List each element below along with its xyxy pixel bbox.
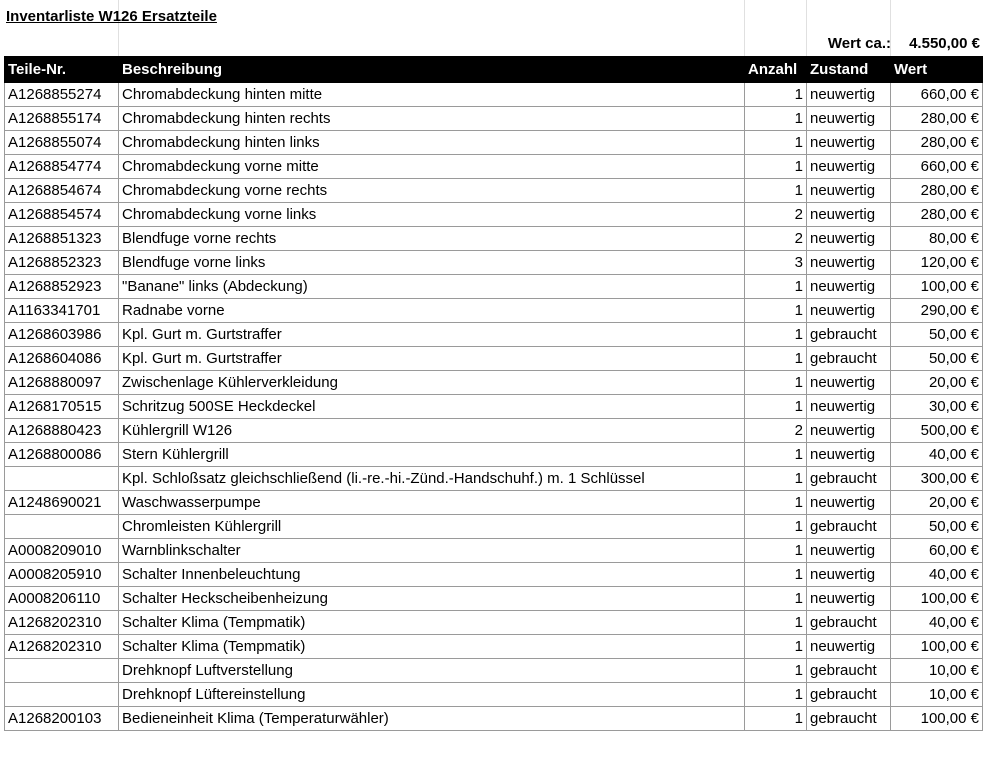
cell-quantity[interactable]: 1	[745, 659, 807, 683]
table-row	[5, 179, 983, 203]
table-row	[5, 611, 983, 635]
table-body	[5, 83, 983, 731]
cell-condition[interactable]: neuwertig	[807, 131, 891, 155]
cell-part-number[interactable]	[5, 467, 119, 491]
table-row	[5, 683, 983, 707]
table-row	[5, 443, 983, 467]
cell-description[interactable]: Bedieneinheit Klima (Temperaturwähler)	[119, 707, 745, 731]
header-part-number[interactable]: Teile-Nr.	[5, 57, 119, 83]
cell-description[interactable]: Kpl. Gurt m. Gurtstraffer	[119, 323, 745, 347]
cell-part-number[interactable]: A1268852323	[5, 251, 119, 275]
cell-description[interactable]: Chromabdeckung vorne links	[119, 203, 745, 227]
cell-value[interactable]: 100,00 €	[891, 587, 983, 611]
cell-part-number[interactable]: A1268880097	[5, 371, 119, 395]
cell-quantity[interactable]: 1	[745, 395, 807, 419]
header-condition[interactable]: Zustand	[807, 57, 891, 83]
cell-quantity[interactable]: 1	[745, 83, 807, 107]
cell-condition[interactable]: neuwertig	[807, 275, 891, 299]
cell-quantity[interactable]: 3	[745, 251, 807, 275]
header-row	[5, 57, 983, 83]
cell-description[interactable]: Stern Kühlergrill	[119, 443, 745, 467]
cell-value[interactable]: 660,00 €	[891, 83, 983, 107]
table-row	[5, 131, 983, 155]
cell-value[interactable]: 280,00 €	[891, 131, 983, 155]
cell-quantity[interactable]: 1	[745, 683, 807, 707]
cell-description[interactable]: Drehknopf Luftverstellung	[119, 659, 745, 683]
cell-description[interactable]: Chromleisten Kühlergrill	[119, 515, 745, 539]
cell-part-number[interactable]: A1268603986	[5, 323, 119, 347]
table-row	[5, 227, 983, 251]
cell-condition[interactable]: gebraucht	[807, 467, 891, 491]
cell-value[interactable]: 30,00 €	[891, 395, 983, 419]
cell-value[interactable]: 100,00 €	[891, 707, 983, 731]
cell-value[interactable]: 20,00 €	[891, 491, 983, 515]
cell-condition[interactable]: neuwertig	[807, 491, 891, 515]
cell-part-number[interactable]: A1268202310	[5, 635, 119, 659]
table-row	[5, 371, 983, 395]
cell-description[interactable]: Chromabdeckung vorne mitte	[119, 155, 745, 179]
table-row	[5, 83, 983, 107]
cell-part-number[interactable]: A1268855274	[5, 83, 119, 107]
cell-description[interactable]: Warnblinkschalter	[119, 539, 745, 563]
cell-condition[interactable]: gebraucht	[807, 515, 891, 539]
cell-part-number[interactable]: A1268604086	[5, 347, 119, 371]
cell-quantity[interactable]: 2	[745, 419, 807, 443]
cell-condition[interactable]: neuwertig	[807, 419, 891, 443]
cell-condition[interactable]: neuwertig	[807, 371, 891, 395]
cell-condition[interactable]: neuwertig	[807, 227, 891, 251]
cell-condition[interactable]: neuwertig	[807, 203, 891, 227]
cell-description[interactable]: Zwischenlage Kühlerverkleidung	[119, 371, 745, 395]
cell-value[interactable]: 20,00 €	[891, 371, 983, 395]
cell-part-number[interactable]: A1268851323	[5, 227, 119, 251]
cell-quantity[interactable]: 1	[745, 275, 807, 299]
cell-value[interactable]: 50,00 €	[891, 323, 983, 347]
table-row	[5, 155, 983, 179]
cell-value[interactable]: 660,00 €	[891, 155, 983, 179]
cell-condition[interactable]: neuwertig	[807, 539, 891, 563]
cell-description[interactable]: Blendfuge vorne links	[119, 251, 745, 275]
cell-condition[interactable]: neuwertig	[807, 107, 891, 131]
cell-condition[interactable]: neuwertig	[807, 395, 891, 419]
cell-condition[interactable]: neuwertig	[807, 635, 891, 659]
cell-description[interactable]: Blendfuge vorne rechts	[119, 227, 745, 251]
cell-part-number[interactable]: A0008209010	[5, 539, 119, 563]
cell-part-number[interactable]: A1268854574	[5, 203, 119, 227]
cell-quantity[interactable]: 1	[745, 323, 807, 347]
table-row	[5, 707, 983, 731]
cell-part-number[interactable]: A1268880423	[5, 419, 119, 443]
table-row	[5, 347, 983, 371]
cell-value[interactable]: 50,00 €	[891, 515, 983, 539]
cell-quantity[interactable]: 1	[745, 155, 807, 179]
table-row	[5, 563, 983, 587]
cell-value[interactable]: 500,00 €	[891, 419, 983, 443]
cell-quantity[interactable]: 1	[745, 347, 807, 371]
cell-value[interactable]: 300,00 €	[891, 467, 983, 491]
cell-value[interactable]: 40,00 €	[891, 563, 983, 587]
total-row	[0, 31, 987, 55]
cell-description[interactable]: Schalter Heckscheibenheizung	[119, 587, 745, 611]
cell-description[interactable]: "Banane" links (Abdeckung)	[119, 275, 745, 299]
cell-quantity[interactable]: 1	[745, 707, 807, 731]
cell-quantity[interactable]: 1	[745, 179, 807, 203]
cell-quantity[interactable]: 1	[745, 539, 807, 563]
cell-condition[interactable]: neuwertig	[807, 563, 891, 587]
cell-condition[interactable]: gebraucht	[807, 659, 891, 683]
table-row	[5, 251, 983, 275]
cell-condition[interactable]: gebraucht	[807, 347, 891, 371]
cell-part-number[interactable]: A0008206110	[5, 587, 119, 611]
cell-description[interactable]: Chromabdeckung hinten mitte	[119, 83, 745, 107]
table-row	[5, 323, 983, 347]
cell-quantity[interactable]: 1	[745, 107, 807, 131]
table-row	[5, 539, 983, 563]
cell-description[interactable]: Chromabdeckung hinten links	[119, 131, 745, 155]
cell-value[interactable]: 280,00 €	[891, 203, 983, 227]
table-row	[5, 515, 983, 539]
cell-condition[interactable]: neuwertig	[807, 587, 891, 611]
cell-value[interactable]: 50,00 €	[891, 347, 983, 371]
cell-quantity[interactable]: 1	[745, 563, 807, 587]
cell-part-number[interactable]: A1268202310	[5, 611, 119, 635]
cell-quantity[interactable]: 1	[745, 587, 807, 611]
cell-value[interactable]: 40,00 €	[891, 443, 983, 467]
cell-condition[interactable]: neuwertig	[807, 179, 891, 203]
cell-part-number[interactable]	[5, 659, 119, 683]
cell-description[interactable]: Kpl. Schloßsatz gleichschließend (li.-re.-hi.-Zünd.-Handschuhf.) m. 1 Schlüssel	[119, 467, 745, 491]
cell-description[interactable]: Radnabe vorne	[119, 299, 745, 323]
cell-part-number[interactable]: A1268854674	[5, 179, 119, 203]
cell-part-number[interactable]: A1248690021	[5, 491, 119, 515]
cell-part-number[interactable]: A0008205910	[5, 563, 119, 587]
cell-quantity[interactable]: 1	[745, 299, 807, 323]
table-row	[5, 203, 983, 227]
cell-part-number[interactable]: A1268855174	[5, 107, 119, 131]
total-label[interactable]: Wert ca.:	[827, 35, 891, 52]
cell-description[interactable]: Waschwasserpumpe	[119, 491, 745, 515]
table-row	[5, 107, 983, 131]
cell-condition[interactable]: neuwertig	[807, 251, 891, 275]
cell-condition[interactable]: gebraucht	[807, 611, 891, 635]
cell-part-number[interactable]: A1268852923	[5, 275, 119, 299]
cell-description[interactable]: Chromabdeckung hinten rechts	[119, 107, 745, 131]
cell-description[interactable]: Drehknopf Lüftereinstellung	[119, 683, 745, 707]
cell-part-number[interactable]: A1268170515	[5, 395, 119, 419]
table-row	[5, 395, 983, 419]
cell-description[interactable]: Schritzug 500SE Heckdeckel	[119, 395, 745, 419]
cell-value[interactable]: 10,00 €	[891, 659, 983, 683]
cell-condition[interactable]: gebraucht	[807, 707, 891, 731]
table-row	[5, 635, 983, 659]
table-row	[5, 299, 983, 323]
header-value[interactable]: Wert	[891, 57, 983, 83]
cell-condition[interactable]: gebraucht	[807, 323, 891, 347]
cell-description[interactable]: Chromabdeckung vorne rechts	[119, 179, 745, 203]
cell-value[interactable]: 280,00 €	[891, 107, 983, 131]
cell-part-number[interactable]: A1268854774	[5, 155, 119, 179]
cell-quantity[interactable]: 1	[745, 467, 807, 491]
cell-part-number[interactable]	[5, 515, 119, 539]
header-quantity[interactable]: Anzahl	[745, 57, 807, 83]
cell-quantity[interactable]: 1	[745, 515, 807, 539]
cell-description[interactable]: Schalter Klima (Tempmatik)	[119, 611, 745, 635]
cell-quantity[interactable]: 1	[745, 443, 807, 467]
cell-quantity[interactable]: 1	[745, 131, 807, 155]
cell-value[interactable]: 80,00 €	[891, 227, 983, 251]
cell-condition[interactable]: gebraucht	[807, 683, 891, 707]
sheet-title[interactable]: Inventarliste W126 Ersatzteile	[6, 8, 217, 25]
cell-description[interactable]: Schalter Innenbeleuchtung	[119, 563, 745, 587]
table-row	[5, 587, 983, 611]
cell-part-number[interactable]: A1268200103	[5, 707, 119, 731]
cell-condition[interactable]: neuwertig	[807, 83, 891, 107]
cell-part-number[interactable]: A1268855074	[5, 131, 119, 155]
cell-description[interactable]: Kpl. Gurt m. Gurtstraffer	[119, 347, 745, 371]
cell-quantity[interactable]: 1	[745, 491, 807, 515]
header-description[interactable]: Beschreibung	[119, 57, 745, 83]
cell-quantity[interactable]: 2	[745, 203, 807, 227]
table-row	[5, 467, 983, 491]
inventory-table	[4, 56, 983, 731]
cell-value[interactable]: 100,00 €	[891, 635, 983, 659]
cell-part-number[interactable]: A1268800086	[5, 443, 119, 467]
table-row	[5, 419, 983, 443]
cell-condition[interactable]: neuwertig	[807, 299, 891, 323]
cell-condition[interactable]: neuwertig	[807, 443, 891, 467]
cell-part-number[interactable]: A1163341701	[5, 299, 119, 323]
total-value[interactable]: 4.550,00 €	[909, 35, 980, 52]
cell-description[interactable]: Kühlergrill W126	[119, 419, 745, 443]
table-row	[5, 491, 983, 515]
cell-description[interactable]: Schalter Klima (Tempmatik)	[119, 635, 745, 659]
cell-part-number[interactable]	[5, 683, 119, 707]
cell-value[interactable]: 280,00 €	[891, 179, 983, 203]
cell-value[interactable]: 100,00 €	[891, 275, 983, 299]
table-row	[5, 659, 983, 683]
cell-quantity[interactable]: 1	[745, 635, 807, 659]
cell-quantity[interactable]: 1	[745, 611, 807, 635]
cell-quantity[interactable]: 2	[745, 227, 807, 251]
cell-value[interactable]: 120,00 €	[891, 251, 983, 275]
cell-value[interactable]: 10,00 €	[891, 683, 983, 707]
cell-condition[interactable]: neuwertig	[807, 155, 891, 179]
cell-value[interactable]: 40,00 €	[891, 611, 983, 635]
cell-quantity[interactable]: 1	[745, 371, 807, 395]
table-row	[5, 275, 983, 299]
cell-value[interactable]: 290,00 €	[891, 299, 983, 323]
cell-value[interactable]: 60,00 €	[891, 539, 983, 563]
